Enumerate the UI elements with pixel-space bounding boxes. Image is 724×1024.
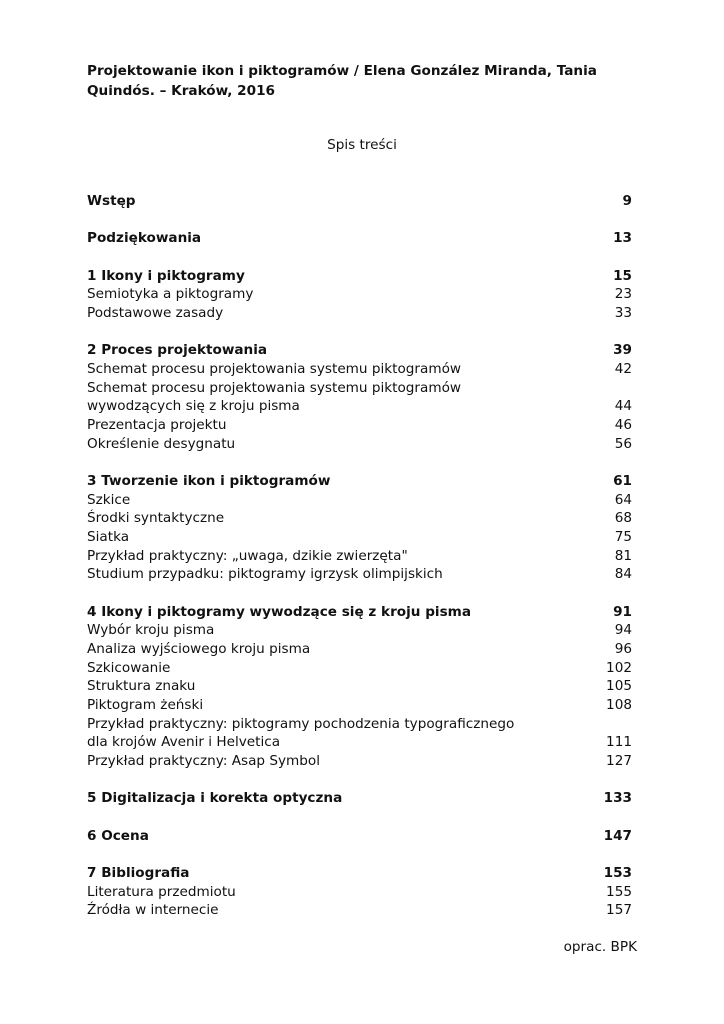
toc-entry — [87, 379, 632, 398]
toc-page-number: 33 — [614, 304, 632, 321]
toc-chapter — [87, 827, 632, 846]
toc-entry-title: Środki syntaktyczne — [87, 510, 225, 527]
toc-entry-title: 7 Bibliografia — [87, 865, 190, 881]
toc-page-number: 147 — [603, 827, 632, 844]
toc-entry — [87, 547, 632, 566]
toc-entry-title: Wstęp — [87, 193, 136, 209]
toc-chapter — [87, 341, 632, 360]
toc-page-number: 44 — [614, 398, 632, 415]
toc-entry — [87, 565, 632, 584]
toc-entry-title: Struktura znaku — [87, 678, 196, 695]
toc-page-number: 9 — [622, 193, 632, 209]
header-line-2: Quindós. – Kraków, 2016 — [87, 83, 276, 99]
toc-chapter — [87, 789, 632, 808]
toc-page-number: 94 — [614, 622, 632, 639]
toc-page-number: 39 — [613, 342, 632, 359]
toc-entry — [87, 715, 632, 734]
toc-entry-title: 5 Digitalizacja i korekta optyczna — [87, 790, 343, 807]
toc-page-number: 111 — [606, 734, 632, 751]
toc-page-number: 56 — [614, 435, 632, 452]
toc-entry-title: Schemat procesu projektowania systemu piktogramów — [87, 379, 462, 396]
toc-page-number: 75 — [614, 529, 632, 545]
toc-page-number: 91 — [613, 603, 632, 620]
toc-page-number: 42 — [614, 360, 632, 377]
header-line-1: Projektowanie ikon i piktogramów / Elena González Miranda, Tania — [87, 63, 597, 79]
toc-page-number: 153 — [603, 865, 632, 881]
toc-entry-title: Piktogram żeński — [87, 697, 204, 714]
toc-entry-title: Podziękowania — [87, 230, 202, 247]
toc-chapter — [87, 192, 632, 211]
toc-chapter — [87, 603, 632, 622]
toc-entry-title: Studium przypadku: piktogramy igrzysk olimpijskich — [87, 566, 443, 583]
toc-entry-title: 2 Proces projektowania — [87, 342, 268, 359]
document-header — [87, 61, 647, 101]
toc-entry-title: Semiotyka a piktogramy — [87, 286, 254, 303]
toc-chapter — [87, 864, 632, 883]
toc-page-number: 127 — [606, 753, 632, 770]
toc-page-number: 108 — [606, 697, 632, 714]
toc-entry-title: Siatka — [87, 529, 130, 545]
toc-page-number: 157 — [606, 902, 632, 919]
toc-entry-title: Źródła w internecie — [87, 902, 219, 919]
toc-page-number: 96 — [614, 641, 632, 658]
toc-entry-title: dla krojów Avenir i Helvetica — [87, 734, 281, 751]
toc-chapter — [87, 472, 632, 491]
toc-entry — [87, 304, 632, 323]
toc-page-number: 84 — [614, 566, 632, 583]
toc-entry — [87, 752, 632, 771]
toc-heading: Spis treści — [327, 137, 397, 153]
toc-entry-title: 6 Ocena — [87, 827, 149, 844]
toc-page-number: 64 — [614, 491, 632, 508]
toc-chapter — [87, 229, 632, 248]
toc-entry — [87, 621, 632, 640]
toc-page-number: 23 — [614, 286, 632, 303]
toc-entry — [87, 659, 632, 678]
toc-entry — [87, 360, 632, 379]
toc-page-number: 155 — [606, 883, 632, 900]
toc-entry-title: Szkice — [87, 491, 131, 508]
toc-entry-title: Prezentacja projektu — [87, 416, 227, 433]
toc-entry-title: Przykład praktyczny: Asap Symbol — [87, 753, 321, 770]
toc-entry — [87, 528, 632, 547]
toc-entry-title: 3 Tworzenie ikon i piktogramów — [87, 472, 331, 489]
toc-entry — [87, 901, 632, 920]
toc-chapter — [87, 267, 632, 286]
toc-entry-title: Podstawowe zasady — [87, 304, 224, 321]
toc-page-number: 133 — [603, 790, 632, 807]
toc-entry-title: 1 Ikony i piktogramy — [87, 267, 245, 284]
toc-entry — [87, 677, 632, 696]
toc-page-number: 61 — [613, 472, 632, 489]
toc-entry — [87, 696, 632, 715]
toc-entry — [87, 397, 632, 416]
toc-entry — [87, 435, 632, 454]
toc-entry-title: Literatura przedmiotu — [87, 883, 236, 900]
toc-entry — [87, 883, 632, 902]
toc-entry — [87, 491, 632, 510]
footer-note: oprac. BPK — [563, 939, 637, 955]
toc-entry-title: Schemat procesu projektowania systemu piktogramów — [87, 360, 462, 377]
toc-entry-title: Określenie desygnatu — [87, 435, 236, 452]
toc-entry-title: Szkicowanie — [87, 659, 171, 676]
toc-page-number: 81 — [614, 547, 632, 564]
toc-page-number: 105 — [606, 678, 632, 695]
toc-entry-title: Wybór kroju pisma — [87, 622, 215, 639]
toc-entry — [87, 416, 632, 435]
toc-page-number: 13 — [613, 230, 632, 247]
toc-entry-title: Analiza wyjściowego kroju pisma — [87, 641, 311, 658]
toc-page-number: 68 — [614, 510, 632, 527]
toc-entry — [87, 285, 632, 304]
toc-entry — [87, 509, 632, 528]
toc-page-number: 46 — [614, 416, 632, 433]
toc-entry — [87, 640, 632, 659]
toc-entry-title: wywodzących się z kroju pisma — [87, 398, 300, 415]
toc-entry-title: Przykład praktyczny: piktogramy pochodzenia typograficznego — [87, 715, 515, 732]
toc-entry — [87, 733, 632, 752]
toc-entry-title: 4 Ikony i piktogramy wywodzące się z kroju pisma — [87, 603, 472, 620]
toc-page-number: 15 — [613, 267, 632, 284]
toc-entry-title: Przykład praktyczny: „uwaga, dzikie zwierzęta" — [87, 547, 408, 564]
toc-page-number: 102 — [606, 659, 632, 676]
table-of-contents — [87, 192, 632, 920]
